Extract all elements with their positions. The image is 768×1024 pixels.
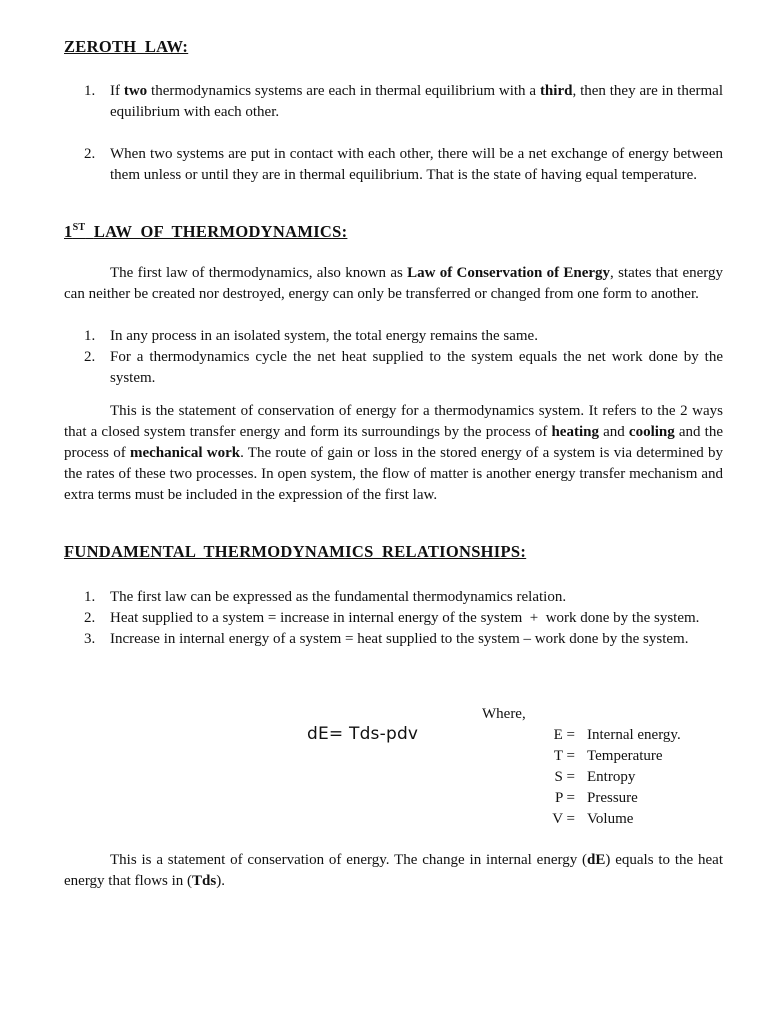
- zeroth-law-list: [64, 81, 723, 186]
- list-item: 1. If two thermodynamics systems are each in thermal equilibrium with a third, then they are in thermal equilibrium with each other.: [84, 83, 723, 120]
- definition-row: [512, 725, 681, 746]
- definition-name: Volume: [587, 811, 634, 827]
- list-item: 2. For a thermodynamics cycle the net heat supplied to the system equals the net work done by the system.: [84, 349, 723, 386]
- fundamental-heading: FUNDAMENTAL THERMODYNAMICS RELATIONSHIPS:: [64, 542, 527, 561]
- energy-formula: dE= Tds-pdv: [307, 724, 419, 744]
- list-item: 3. Increase in internal energy of a system = heat supplied to the system – work done by the system.: [64, 629, 723, 650]
- list-item: 2. Heat supplied to a system = increase in internal energy of the system + work done by the system.: [64, 608, 723, 629]
- first-law-heading: 1ST LAW OF THERMODYNAMICS:: [64, 222, 348, 241]
- definition-row: [512, 809, 681, 830]
- definition-symbol: E =: [553, 727, 575, 743]
- list-item: 1. The first law can be expressed as the fundamental thermodynamics relation.: [64, 587, 723, 608]
- first-law-statement: This is the statement of conservation of energy for a thermodynamics system. It refers to the 2 ways that a closed system transfer energy and form its surroundings by the process of heating and cooling and the process of mechanical work. The route of gain or loss in the stored energy of a system is via determined by the rates of these two processes. In open system, the flow of matter is another energy transfer mechanism and extra terms must be included in the expression of the first law.: [64, 403, 723, 503]
- list-item-number: 2.: [84, 146, 96, 162]
- definition-symbol: S =: [554, 769, 575, 785]
- definition-symbol: V =: [552, 811, 575, 827]
- first-law-list: [64, 326, 723, 389]
- where-label: Where,: [482, 706, 526, 722]
- closing-paragraph: This is a statement of conservation of energy. The change in internal energy (dE) equals to the heat energy that flows in (Tds).: [64, 852, 724, 889]
- definition-name: Internal energy.: [587, 727, 681, 743]
- zeroth-law-heading: ZEROTH LAW:: [64, 37, 189, 56]
- list-item: 1. In any process in an isolated system, the total energy remains the same.: [64, 326, 723, 347]
- definition-row: [512, 767, 681, 788]
- list-item-number: 2.: [84, 349, 96, 365]
- fundamental-list: [64, 587, 723, 650]
- list-item-number: 3.: [84, 631, 96, 647]
- list-item-number: 1.: [84, 589, 96, 605]
- list-item-number: 1.: [84, 328, 96, 344]
- definition-symbol: T =: [553, 748, 575, 764]
- list-item: 2. When two systems are put in contact with each other, there will be a net exchange of energy between them unless or until they are in thermal equilibrium. That is the state of having equal temperature.: [84, 146, 723, 183]
- list-item-number: 1.: [84, 83, 96, 99]
- definition-name: Temperature: [587, 748, 663, 764]
- symbol-definitions: [512, 725, 681, 830]
- first-law-intro: The first law of thermodynamics, also known as Law of Conservation of Energy, states that energy can neither be created nor destroyed, energy can only be transferred or changed from one form to another.: [64, 265, 723, 302]
- definition-row: [512, 746, 681, 767]
- definition-name: Entropy: [587, 769, 636, 785]
- definition-symbol: P =: [555, 790, 575, 806]
- definition-name: Pressure: [587, 790, 638, 806]
- definition-row: [512, 788, 681, 809]
- list-item-number: 2.: [84, 610, 96, 626]
